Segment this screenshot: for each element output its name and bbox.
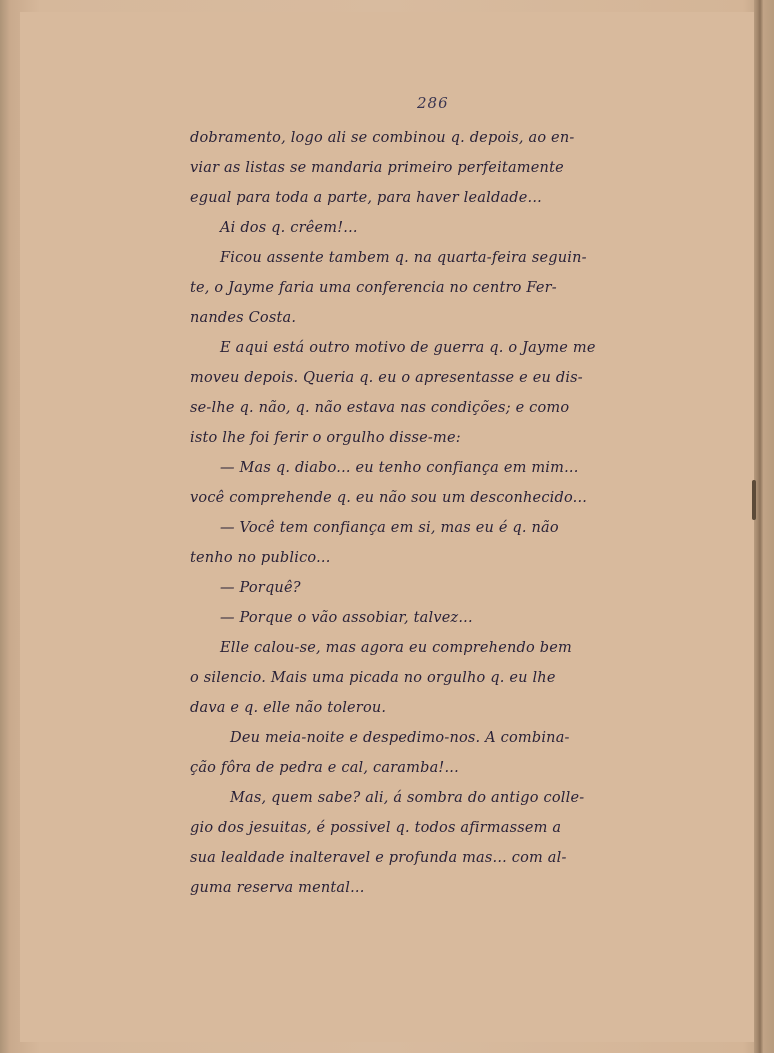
manuscript-line: — Porque o vão assobiar, talvez... [220,610,473,626]
manuscript-line: isto lhe foi ferir o orgulho disse-me: [190,430,461,446]
manuscript-line: moveu depois. Queria q. eu o apresentasse e eu dis- [190,370,583,386]
manuscript-line: tenho no publico... [190,550,331,566]
manuscript-line: Ai dos q. crêem!... [220,220,358,236]
manuscript-line: guma reserva mental... [190,880,365,896]
edge-mark [752,480,756,520]
manuscript-line: dobramento, logo ali se combinou q. depois, ao en- [190,130,575,146]
manuscript-line: — Porquê? [220,580,301,596]
manuscript-line: Ficou assente tambem q. na quarta-feira seguin- [220,250,587,266]
manuscript-line: sua lealdade inalteravel e profunda mas... com al- [190,850,567,866]
manuscript-line: te, o Jayme faria uma conferencia no centro Fer- [190,280,557,296]
manuscript-line: dava e q. elle não tolerou. [190,700,387,716]
manuscript-line: egual para toda a parte, para haver lealdade... [190,190,542,206]
manuscript-line: Elle calou-se, mas agora eu comprehendo bem [220,640,572,656]
page-number: 286 [417,94,449,112]
manuscript-line: E aqui está outro motivo de guerra q. o Jayme me [220,340,596,356]
manuscript-line: Deu meia-noite e despedimo-nos. A combina- [230,730,570,746]
manuscript-line: se-lhe q. não, q. não estava nas condições; e como [190,400,570,416]
manuscript-line: viar as listas se mandaria primeiro perfeitamente [190,160,564,176]
manuscript-line: gio dos jesuitas, é possivel q. todos afirmassem a [190,820,562,836]
manuscript-line: ção fôra de pedra e cal, caramba!... [190,760,459,776]
manuscript-line: o silencio. Mais uma picada no orgulho q. eu lhe [190,670,556,686]
manuscript-line: — Mas q. diabo... eu tenho confiança em mim... [220,460,579,476]
manuscript-line: nandes Costa. [190,310,297,326]
page-edge [754,0,764,1053]
handwritten-text [190,123,674,903]
manuscript-line: você comprehende q. eu não sou um desconhecido... [190,490,588,506]
manuscript-line: — Você tem confiança em si, mas eu é q. não [220,520,559,536]
manuscript-line: Mas, quem sabe? ali, á sombra do antigo colle- [230,790,585,806]
